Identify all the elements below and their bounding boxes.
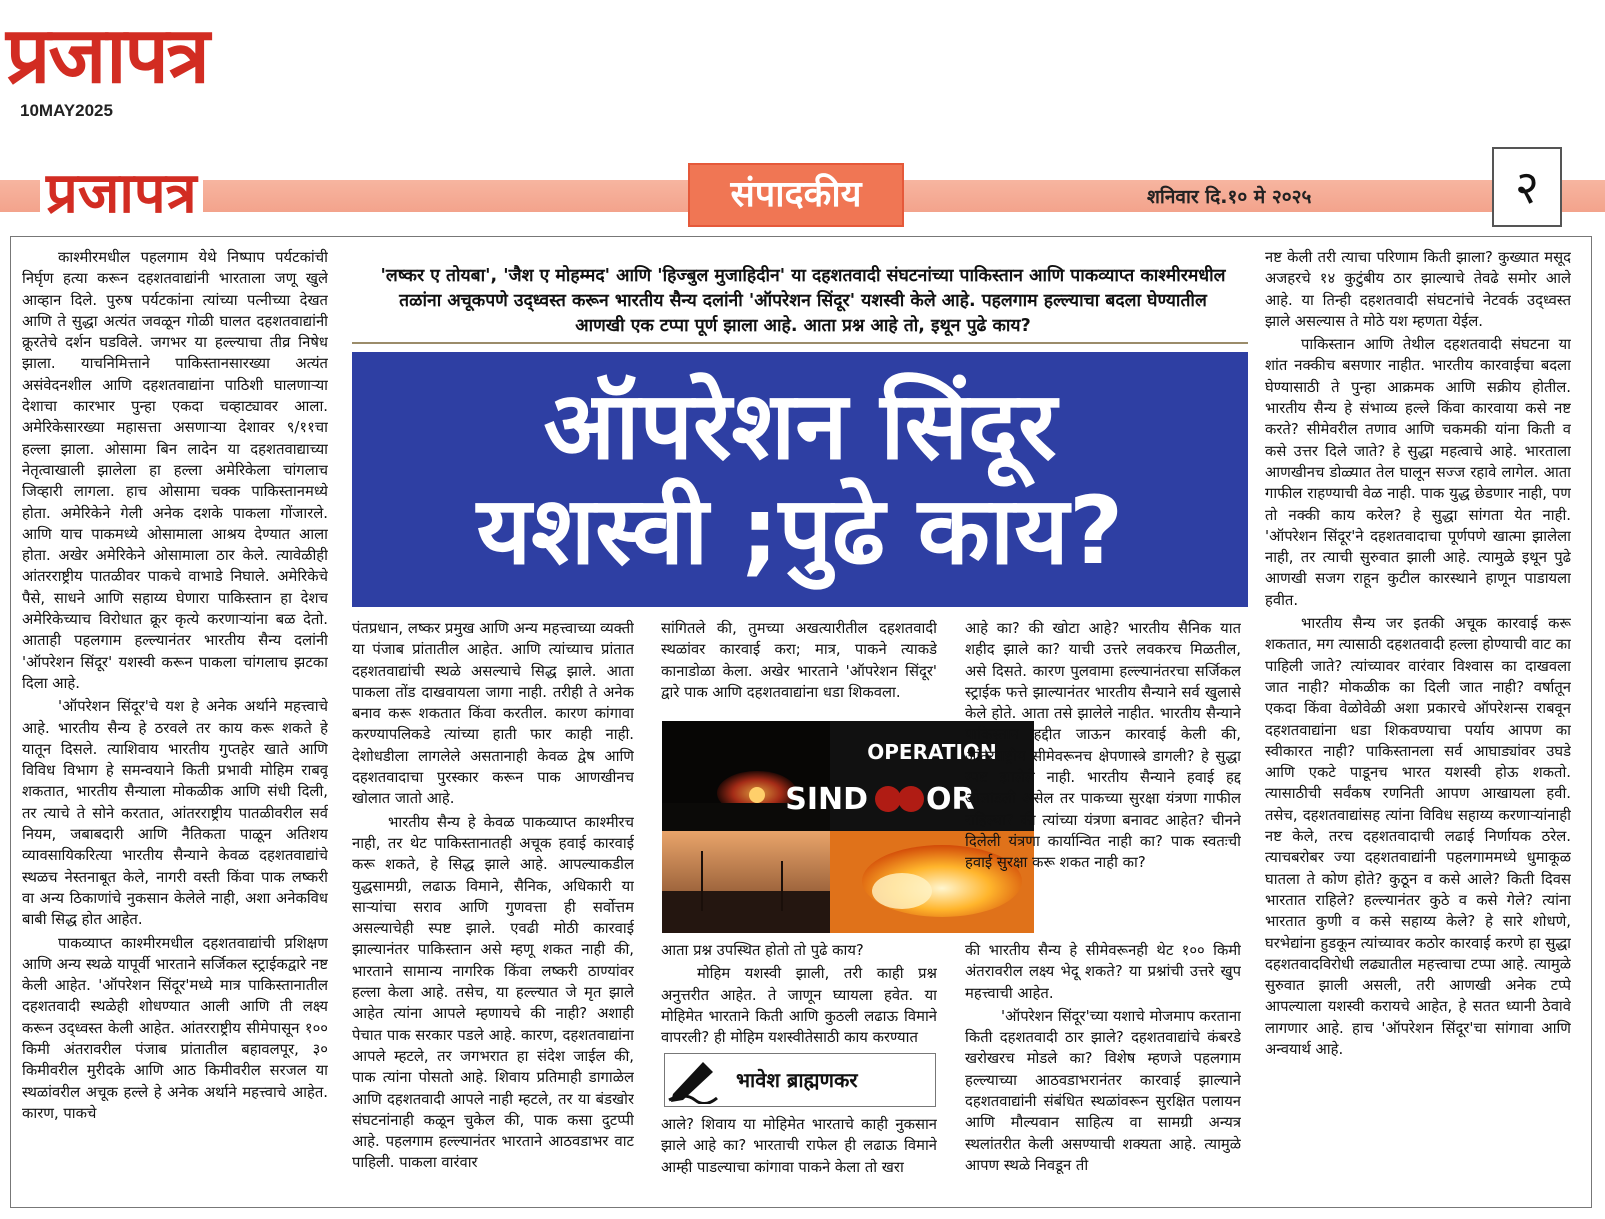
column-3-bottom [661,1114,937,1202]
paragraph: आहे का? की खोटा आहे? भारतीय सैनिक यात शहीद झाले का? याची उत्तरे लवकरच मिळतील, असे दिसते. कारण पुलवामा हल्ल्यानंतरचा सर्जिकल स्ट्राईक फत्ते झाल्यानंतर भारतीय सैन्याने सर्व खुलासे केले होते. आता तसे झालेले नाहीत. भारतीय सैन्याने पाकिस्तान हद्दीत जाऊन कारवाई केली की, आंतरराष्ट्रीय सीमेवरूनच क्षेपणास्त्रे डागली? हे सुद्धा स्पष्ट झालेले नाही. भारतीय सैन्याने हवाई हद्द ओलांडली असेल तर पाकच्या सुरक्षा यंत्रणा गाफील राहिल्या? की त्यांच्या यंत्रणा बनावट आहेत? चीनने दिलेली यंत्रणा कार्यान्वित नाही का? पाक स्वतःची हवाई सुरक्षा करू शकत नाही का? [965,620,1241,872]
paragraph: भारतीय सैन्य हे केवळ पाकव्याप्त काश्मीरच नाही, तर थेट पाकिस्तानातही अचूक हवाई कारवाई करू शकते, हे सिद्ध झाले आहे. आपल्याकडील युद्धसामग्री, लढाऊ विमाने, सैनिक, अधिकारी या साऱ्यांचा सराव आणि गुणवत्ता ही सर्वोत्तम असल्याचेही स्पष्ट झाले. एवढी मोठी कारवाई झाल्यानंतर पाकिस्तान असे म्हणू शकत नाही की, भारताने सामान्य नागरिक किंवा लष्करी ठाण्यांवर हल्ला केला आहे. तसेच, या हल्ल्यात जे मृत झाले आहेत त्यांना आपले म्हणायचे की नाही? अशाही पेचात पाक सरकार पडले आहे. कारण, दहशतवाद्यांना आपले म्हटले, तर जगभरात हा संदेश जाईल की, पाक त्यांना पोसतो आहे. शिवाय प्रतिमाही डागाळेल आणि दहशतवादी आपले नाही म्हटले, तर या बंडखोर संघटनांनाही कळून चुकेल की, पाक कसा दुटप्पी आहे. पहलगाम हल्ल्यानंतर भारताने आठवडाभर वाट पाहिली. पाकला वारंवार [352,813,634,1172]
paragraph: नष्ट केली तरी त्याचा परिणाम किती झाला? कुख्यात मसूद अजहरचे १४ कुटुंबीय ठार झाल्याचे तेवढे समोर आले आहे. या तिन्ही दहशतवादी संघटनांचे नेटवर्क उद्ध्वस्त झाले असल्यास ते मोठे यश म्हणता येईल. [1265,249,1571,330]
column-4-bottom [965,940,1241,1202]
paragraph: पंतप्रधान, लष्कर प्रमुख आणि अन्य महत्त्वाच्या व्यक्ती या पंजाब प्रांतातील आहेत. आणि त्यांच्याच प्रांतात दहशतवाद्यांची स्थळे असल्याचे सिद्ध झाले. आता पाकला तोंड दाखवायला जागा नाही. तरीही ते अनेक बनाव करू शकतात किंवा करतील. कारण कांगावा करण्यापलिकडे त्यांच्या हाती फार काही नाही. देशोधडीला लागलेले असतानाही केवळ द्वेष आणि दहशतवादाचा पुरस्कार करून पाक आणखीनच खोलात जातो आहे. [352,620,634,808]
headline-line-2: यशस्वी ;पुढे काय? [476,477,1124,586]
section-label: संपादकीय [688,163,904,227]
paragraph: पाकव्याप्त काश्मीरमधील दहशतवाद्यांची प्रशिक्षण आणि अन्य स्थळे यापूर्वी भारताने सर्जिकल स्ट्राईकद्वारे नष्ट केली आहेत. 'ऑपरेशन सिंदूर'मध्ये मात्र पाकिस्तानातील दहशतवादी स्थळेही शोधण्यात आली आणि ती लक्ष्य करून उद्ध्वस्त केली आहेत. आंतरराष्ट्रीय सीमेपासून १०० किमी अंतरावरील पंजाब प्रांतातील बहावलपूर, ३० किमीवरील मुरीदके आणि आठ किमीवरील सरजल या स्थळांवरील अचूक हल्ले हे अनेक अर्थाने महत्त्वाचे आहेत. कारण, पाकचे [22,934,328,1122]
paragraph: मोहिम यशस्वी झाली, तरी काही प्रश्न अनुत्तरीत आहेत. ते जाणून घ्यायला हवेत. या मोहिमेत भारताने किती आणि कुठली लढाऊ विमाने वापरली? ही मोहिम यशस्वीतेसाठी काय करण्यात [661,965,937,1047]
column-1 [22,247,328,1197]
photo-title-or: OR [926,782,975,817]
photo-title-sind: SIND [785,782,868,817]
top-masthead-logo: प्रजापत्र [6,10,208,101]
headline-line-1: ऑपरेशन सिंदूर [543,372,1057,481]
clipping-date: 10MAY2025 [20,101,113,120]
paragraph: आता प्रश्न उपस्थित होतो तो पुढे काय? [661,942,864,959]
photo-title-line-1: OPERATION [867,740,997,764]
column-3-mid [661,940,937,1048]
paragraph: 'ऑपरेशन सिंदूर'चे यश हे अनेक अर्थाने महत्त्वाचे आहे. भारतीय सैन्य हे ठरवले तर काय करू शकते हे यातून दिसले. त्याशिवाय भारतीय गुप्तहेर खाते आणि विविध विभाग हे समन्वयाने किती प्रभावी मोहिम राबवू शकतात, भारतीय सैन्याला मोकळीक आणि संधी दिली, तर त्याचे ते सोने करतात, आंतरराष्ट्रीय पातळीवरील सर्व नियम, जबाबदारी आणि नैतिकता पाळून अतिशय व्यावसायिकरित्या भारतीय सैन्याने केवळ दहशतवाद्यांचे स्थळच नेस्तनाबूत केले, नागरी वस्ती किंवा पाक लष्करी वा अन्य ठिकाणांचे नुकसान केलेले नाही, अशा अनेकविध बाबी सिद्ध होत आहेत. [22,698,328,929]
article-deck: 'लष्कर ए तोयबा', 'जैश ए मोहम्मद' आणि 'हिज्बुल मुजाहिदीन' या दहशतवादी संघटनांच्या पाकिस्तान आणि पाकव्याप्त काश्मीरमधील तळांना अचूकपणे उद्ध्वस्त करून भारतीय सैन्य दलांनी 'ऑपरेशन सिंदूर' यशस्वी केले आहे. पहलगाम हल्ल्याचा बदला घेण्यातील आणखी एक टप्पा पूर्ण झाला आहे. आता प्रश्न आहे तो, इथून पुढे काय? [380,266,1226,336]
page-number: २ [1492,147,1562,227]
paragraph: काश्मीरमधील पहलगाम येथे निष्पाप पर्यटकांची निर्घृण हत्या करून दहशतवाद्यांनी भारताला जणू खुले आव्हान दिले. पुरुष पर्यटकांना त्यांच्या पत्नीच्या देखत आणि ते सुद्धा अत्यंत जवळून गोळी घालत दहशतवाद्यांनी क्रूरतेचे दर्शन घडविले. जगभर या हल्ल्याचा तीव्र निषेध झाला. याचनिमित्ताने पाकिस्तानसारख्या अत्यंत असंवेदनशील आणि दहशतवाद्यांना पाठिशी घालणाऱ्या देशाचा कारभार पुन्हा एकदा चव्हाट्यावर आला. अमेरिकेसारख्या महासत्ता असणाऱ्या देशावर ९/११चा हल्ला झाला. ओसामा बिन लादेन या दहशतवाद्याच्या नेतृत्वाखाली झालेला हा हल्ला अमेरिकेला चांगलाच जिव्हारी लागला. हाच ओसामा चक्क पाकिस्तानमध्ये होता. अमेरिकेने गेली अनेक दशके पाकला गोंजारले. आणि याच पाकमध्ये ओसामाला आश्रय देण्यात आला होता. अखेर अमेरिकेने ओसामाला ठार केले. त्यावेळीही आंतरराष्ट्रीय पातळीवर पाकचे वाभाडे निघाले. अमेरिकेचे पैसे, साधने आणि सहाय्य घेणारा पाकिस्तान हा देशच अमेरिकेच्याच विरोधात क्रूर कृत्ये करणाऱ्यांना बळ देतो. आताही पहलगाम हल्ल्यानंतर भारतीय सैन्य दलांनी 'ऑपरेशन सिंदूर' यशस्वी करून पाकला चांगलाच झटका दिला आहे. [22,249,328,692]
page-masthead-logo: प्रजापत्र [40,160,203,226]
paragraph: भारतीय सैन्य जर इतकी अचूक कारवाई करू शकतात, मग त्यासाठी दहशतवादी हल्ला होण्याची वाट का पाहिली जाते? त्यांच्यावर वारंवार विश्वास का दाखवला जात नाही? मोकळीक का दिली जात नाही? वर्षातून एकदा किंवा वेळोवेळी अशा प्रकारचे ऑपरेशन्स राबवून दहशतवाद्यांना धडा शिकवण्याचा पर्याय आपण का स्वीकारत नाही? पाकिस्तानला सर्व आघाड्यांवर उघडे आणि एकटे पाडूनच भारत यशस्वी होऊ शकतो. त्यासाठीची सर्वंकष रणनिती आपण आखायला हवी. तसेच, दहशतवाद्यांसह त्यांना विविध सहाय्य करणाऱ्यांनाही नष्ट केले, तरच दहशतवादाची लढाई निर्णायक ठरेल. त्याचबरोबर ज्या दहशतवाद्यांनी पहलगाममध्ये धुमाकूळ घातला ते कोण होते? कुठून व कसे आले? किती दिवस भारतात राहिले? हल्ल्यानंतर कुठे व कसे गेले? त्यांना भारतात कुणी व कसे सहाय्य केले? हे सारे शोधणे, घरभेद्यांना हुडकून त्यांच्यावर कठोर कारवाई करणे हा सुद्धा दहशतवादविरोधी लढ्यातील महत्त्वाचा टप्पा आहे. त्यामुळे सुरुवात झाली असली, तरी आणखी अनेक टप्पे आपल्याला यशस्वी करायचे आहेत, हे सतत ध्यानी ठेवावे लागणार आहे. हाच 'ऑपरेशन सिंदूर'चा सांगावा आणि अन्वयार्थ आहे. [1265,615,1571,1058]
paragraph: पाकिस्तान आणि तेथील दहशतवादी संघटना या शांत नक्कीच बसणार नाहीत. भारतीय कारवाईचा बदला घेण्यासाठी ते पुन्हा आक्रमक आणि सक्रीय होतील. भारतीय सैन्य हे संभाव्य हल्ले किंवा कारवाया कसे नष्ट करते? सीमेवरील तणाव आणि चकमकी यांना किती व कसे उत्तर दिले जाते? हे सुद्धा महत्वाचे आहे. भारताला आणखीनच डोळ्यात तेल घालून सज्ज रहावे लागेल. आता गाफील राहण्याची वेळ नाही. पाक युद्ध छेडणार नाही, पण तो नक्की काय करेल? हे सुद्धा सांगता येत नाही. 'ऑपरेशन सिंदूर'ने दहशतवादाचा पूर्णपणे खात्मा झालेला नाही, तर त्याची सुरुवात झाली आहे. त्यामुळे इथून पुढे आणखी सजग राहून कुटील कारस्थाने हाणून पाडायला हवीत. [1265,336,1571,609]
paragraph: सांगितले की, तुमच्या अखत्यारीतील दहशतवादी स्थळांवर कारवाई करा; मात्र, पाकने त्याकडे कानाडोळा केला. अखेर भारताने 'ऑपरेशन सिंदूर' द्वारे पाक आणि दहशतवाद्यांना धडा शिकवला. [661,620,937,701]
column-3-top [661,618,937,706]
paragraph: की भारतीय सैन्य हे सीमेवरूनही थेट १०० किमी अंतरावरील लक्ष्य भेदू शकते? या प्रश्नांची उत्तरे खुप महत्त्वाची आहेत. [965,942,1241,1002]
deck-rule [352,342,1248,344]
column-2 [352,618,634,1200]
paragraph: आले? शिवाय या मोहिमेत भारताचे काही नुकसान झाले आहे का? भारताची राफेल ही लढाऊ विमाने आम्ही पाडल्याचा कांगावा पाकने केला तो खरा [661,1116,937,1176]
sindoor-dot-icon [898,786,924,812]
author-name: भावेश ब्राह्मणकर [736,1068,858,1092]
pen-writing-icon [665,1054,721,1104]
column-5 [1265,247,1571,1197]
column-4-top [965,618,1241,938]
issue-date: शनिवार दि.१० मे २०२५ [1147,186,1312,208]
sindoor-dot-icon [875,786,901,812]
paragraph: 'ऑपरेशन सिंदूर'च्या यशाचे मोजमाप करताना किती दहशतवादी ठार झाले? दहशतवाद्यांचे कंबरडे खरोखरच मोडले का? विशेष म्हणजे पहलगाम हल्ल्याच्या आठवडाभरानंतर कारवाई झाल्याने दहशतवाद्यांनी संबंधित स्थळांवरून सुरक्षित पलायन आणि मौल्यवान साहित्य वा सामग्री अन्यत्र स्थलांतरीत केली असण्याची शक्यता आहे. त्यामुळे आपण स्थळे निवडून ती [965,1007,1241,1174]
